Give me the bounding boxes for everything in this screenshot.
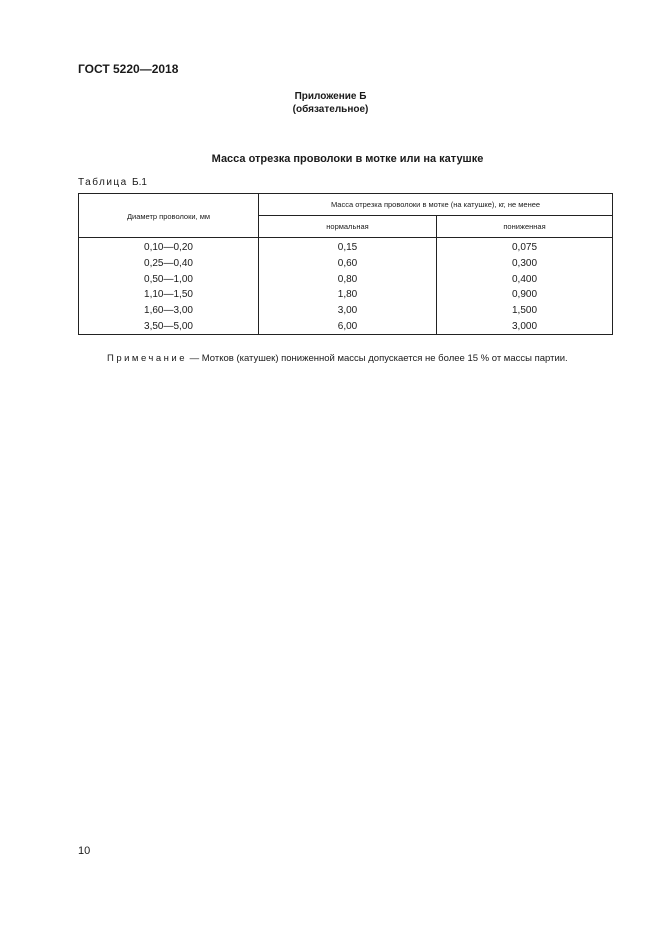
- table-row: [79, 271, 613, 287]
- table-row: [79, 318, 613, 334]
- cell-reduced: 1,500: [437, 303, 613, 319]
- header-reduced: пониженная: [437, 216, 613, 238]
- cell-normal: 0,80: [259, 271, 437, 287]
- cell-reduced: 0,400: [437, 271, 613, 287]
- cell-normal: 6,00: [259, 318, 437, 334]
- page-number: 10: [78, 845, 91, 857]
- cell-normal: 3,00: [259, 303, 437, 319]
- appendix-title: Приложение Б: [294, 91, 367, 102]
- cell-reduced: 0,075: [437, 238, 613, 256]
- cell-diameter: 1,60—3,00: [79, 303, 259, 319]
- cell-normal: 0,15: [259, 238, 437, 256]
- cell-reduced: 0,300: [437, 256, 613, 272]
- table-note: [107, 353, 568, 364]
- table-caption-label: Таблица: [78, 177, 128, 188]
- appendix-heading: [0, 90, 661, 116]
- table-row: [79, 287, 613, 303]
- header-normal: нормальная: [259, 216, 437, 238]
- table-row: [79, 256, 613, 272]
- cell-diameter: 0,50—1,00: [79, 271, 259, 287]
- cell-diameter: 1,10—1,50: [79, 287, 259, 303]
- cell-diameter: 3,50—5,00: [79, 318, 259, 334]
- note-text: — Мотков (катушек) пониженной массы допускается не более 15 % от массы партии.: [187, 353, 568, 364]
- header-diameter: Диаметр проволоки, мм: [79, 194, 259, 238]
- cell-reduced: 0,900: [437, 287, 613, 303]
- cell-diameter: 0,25—0,40: [79, 256, 259, 272]
- document-header: ГОСТ 5220—2018: [78, 62, 179, 76]
- section-title: Масса отрезка проволоки в мотке или на катушке: [211, 153, 484, 165]
- note-label: Примечание: [107, 353, 187, 364]
- cell-normal: 1,80: [259, 287, 437, 303]
- table-row: [79, 303, 613, 319]
- cell-reduced: 3,000: [437, 318, 613, 334]
- table-caption: [78, 177, 147, 188]
- cell-normal: 0,60: [259, 256, 437, 272]
- table-caption-number: Б.1: [132, 177, 147, 188]
- table-row: [79, 238, 613, 256]
- wire-mass-table: [78, 193, 613, 335]
- cell-diameter: 0,10—0,20: [79, 238, 259, 256]
- appendix-status: (обязательное): [292, 104, 369, 115]
- header-mass: Масса отрезка проволоки в мотке (на катушке), кг, не менее: [259, 194, 613, 216]
